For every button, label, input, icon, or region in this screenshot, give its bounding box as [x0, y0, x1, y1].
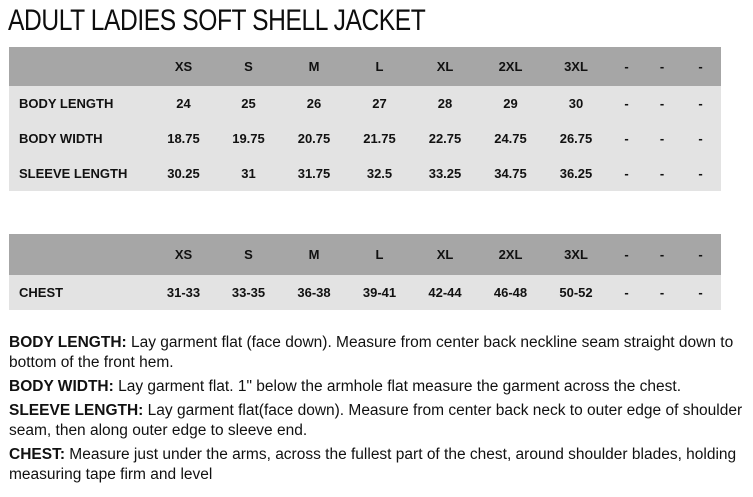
header-cell: XL — [436, 247, 454, 262]
table-cell: - — [659, 131, 665, 146]
table-cell: 28 — [437, 96, 453, 111]
note-sleeve-length — [9, 401, 749, 441]
note-term: CHEST: — [9, 446, 65, 463]
size-chart-table-measurements — [9, 47, 721, 191]
table-header-row — [9, 234, 721, 275]
note-text: Measure just under the arms, across the fullest part of the chest, around shoulder blades, holding measuring tape firm and level — [9, 446, 737, 483]
table-row — [9, 121, 721, 156]
table-cell: 22.75 — [428, 131, 462, 146]
header-cell: - — [698, 247, 703, 262]
table-cell: 36.25 — [559, 166, 593, 181]
table-cell: 20.75 — [297, 131, 331, 146]
header-cell: M — [308, 247, 320, 262]
header-cell: - — [659, 247, 665, 262]
note-text: Lay garment flat. 1" below the armhole flat measure the garment across the chest. — [113, 378, 681, 395]
table-cell: 33-35 — [231, 285, 266, 300]
table-cell: 26.75 — [559, 131, 593, 146]
row-label: BODY LENGTH — [19, 96, 114, 111]
note-body-length — [9, 333, 749, 373]
size-chart-table-chest — [9, 234, 721, 310]
table-cell: - — [698, 96, 703, 111]
table-row — [9, 275, 721, 310]
note-chest — [9, 445, 749, 485]
table-cell: - — [624, 285, 629, 300]
table-cell: 26 — [306, 96, 322, 111]
header-cell: S — [244, 247, 253, 262]
table-cell: 29 — [503, 96, 518, 111]
table-cell: - — [698, 131, 703, 146]
note-term: BODY WIDTH: — [9, 378, 114, 395]
measurement-instructions — [9, 333, 749, 489]
header-cell: L — [375, 247, 384, 262]
table-cell: 31 — [241, 166, 256, 181]
header-cell: - — [624, 247, 629, 262]
page-title: ADULT LADIES SOFT SHELL JACKET — [8, 4, 426, 37]
row-label: CHEST — [19, 285, 64, 300]
table-cell: 30 — [568, 96, 584, 111]
header-cell: XL — [436, 59, 454, 74]
table-cell: 31.75 — [297, 166, 331, 181]
header-cell: S — [244, 59, 253, 74]
note-text: Lay garment flat(face down). Measure from center back neck to outer edge of shoulder seam, then along outer edge to sleeve end. — [9, 402, 743, 439]
table-cell: 21.75 — [363, 131, 396, 146]
row-label: BODY WIDTH — [19, 131, 103, 146]
table-cell: 31-33 — [166, 285, 201, 300]
table-cell: 36-38 — [297, 285, 331, 300]
table-cell: 32.5 — [366, 166, 393, 181]
table-cell: - — [624, 166, 629, 181]
header-cell: XS — [174, 247, 193, 262]
header-cell: 2XL — [498, 59, 523, 74]
table-header-row — [9, 47, 721, 86]
row-label: SLEEVE LENGTH — [19, 166, 128, 181]
table-cell: 25 — [241, 96, 256, 111]
header-cell — [9, 234, 151, 275]
header-cell: - — [659, 59, 665, 74]
table-cell: 27 — [372, 96, 387, 111]
table-cell: 42-44 — [428, 285, 462, 300]
header-cell — [9, 47, 151, 86]
table-cell: 18.75 — [167, 131, 200, 146]
note-body-width — [9, 377, 749, 397]
table-row — [9, 86, 721, 121]
header-cell: 3XL — [564, 59, 588, 74]
table-cell: 34.75 — [494, 166, 527, 181]
note-term: BODY LENGTH: — [9, 334, 127, 351]
header-cell: - — [698, 59, 703, 74]
table-cell: 30.25 — [167, 166, 200, 181]
table-cell: - — [659, 96, 665, 111]
table-cell: - — [659, 166, 665, 181]
table-cell: 39-41 — [362, 285, 397, 300]
table-cell: 24 — [176, 96, 191, 111]
header-cell: 3XL — [564, 247, 588, 262]
table-cell: 50-52 — [559, 285, 593, 300]
table-cell: 33.25 — [428, 166, 462, 181]
note-text: Lay garment flat (face down). Measure from center back neckline seam straight down to bottom of the front hem. — [9, 334, 734, 371]
header-cell: M — [308, 59, 320, 74]
table-cell: - — [698, 285, 703, 300]
table-cell: 46-48 — [493, 285, 528, 300]
header-cell: - — [624, 59, 629, 74]
table-cell: - — [659, 285, 665, 300]
header-cell: 2XL — [498, 247, 523, 262]
table-cell: - — [624, 131, 629, 146]
table-cell: - — [698, 166, 703, 181]
header-cell: XS — [174, 59, 193, 74]
table-cell: - — [624, 96, 629, 111]
note-term: SLEEVE LENGTH: — [9, 402, 144, 419]
table-cell: 24.75 — [494, 131, 527, 146]
table-row — [9, 156, 721, 191]
header-cell: L — [375, 59, 384, 74]
table-cell: 19.75 — [232, 131, 265, 146]
